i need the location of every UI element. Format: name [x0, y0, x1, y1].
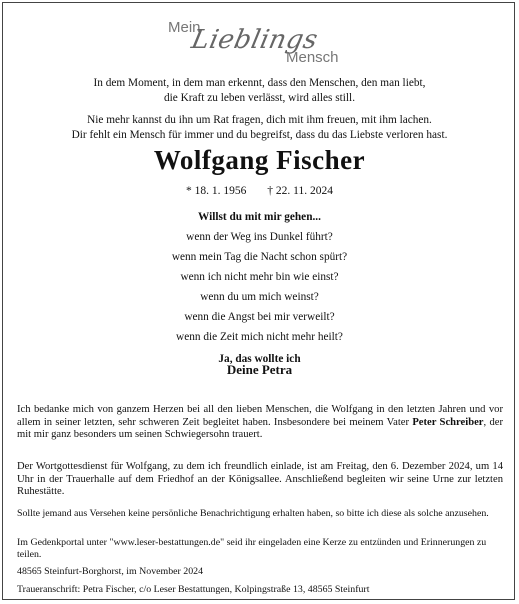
lieblingsmensch-logo [168, 15, 368, 67]
mourning-address: Traueranschrift: Petra Fischer, c/o Leser Bestattungen, Kolpingstraße 13, 48565 Steinfurt [17, 584, 370, 595]
logo-mensch: Mensch [286, 49, 339, 66]
intro-line: Dir fehlt ein Mensch für immer und du begreifst, dass du das Liebste verloren hast. [71, 129, 448, 141]
intro-line: die Kraft zu leben verlässt, wird alles still. [163, 92, 356, 104]
service-paragraph: Der Wortgottesdienst für Wolfgang, zu dem ich freundlich einlade, ist am Freitag, den 6. Dezember 2024, um 14 Uhr in der Trauerhalle auf dem Friedhof an der Königsallee. Anschließend begleiten wir seine Urne zur letzten Ruhestätte. [17, 461, 503, 498]
logo-mein: Mein [168, 19, 201, 36]
portal-paragraph: Im Gedenkportal unter "www.leser-bestattungen.de" seid ihr eingeladen eine Kerze zu entzünden und Erinnerungen zu teilen. [17, 537, 487, 561]
life-dates [3, 185, 516, 197]
poem-line: wenn die Angst bei mir verweilt? [184, 311, 335, 323]
thanks-father-name: Peter Schreiber [412, 416, 484, 428]
signature: Deine Petra [226, 362, 293, 377]
birth-date: * 18. 1. 1956 [186, 185, 247, 197]
notice-paragraph: Sollte jemand aus Versehen keine persönliche Benachrichtigung erhalten haben, so bitte ich diese als solche anzusehen. [17, 508, 489, 519]
thanks-paragraph [17, 404, 503, 442]
poem [3, 207, 516, 369]
poem-line: wenn mein Tag die Nacht schon spürt? [171, 251, 348, 263]
death-date: † 22. 11. 2024 [267, 185, 333, 197]
poem-line: wenn du um mich weinst? [200, 291, 319, 303]
intro-paragraph-2 [3, 113, 516, 143]
logo-lieblings: Lieblings [188, 25, 321, 55]
poem-closing: Ja, das wollte ich [218, 353, 301, 365]
thanks-text-end: , der mit mir ganz besonders um seinen Schwiegersohn trauert. [17, 416, 503, 441]
obituary-frame [2, 2, 515, 600]
place-date: 48565 Steinfurt-Borghorst, im November 2024 [17, 566, 204, 577]
poem-line: wenn ich nicht mehr bin wie einst? [180, 271, 339, 283]
thanks-text: Ich bedanke mich von ganzem Herzen bei all den lieben Menschen, die Wolfgang in den letzten Jahren und vor allem in seiner letzten, sehr schweren Zeit begleitet haben. Insbesondere bei meinem Vater [17, 404, 503, 428]
intro-paragraph-1 [3, 76, 516, 106]
intro-line: Nie mehr kannst du ihn um Rat fragen, dich mit ihm freuen, mit ihm lachen. [87, 114, 432, 126]
deceased-name: Wolfgang Fischer [153, 145, 366, 175]
poem-title: Willst du mit mir gehen... [198, 211, 321, 223]
intro-line: In dem Moment, in dem man erkennt, dass den Menschen, den man liebt, [93, 77, 426, 89]
poem-line: wenn die Zeit mich nicht mehr heilt? [176, 331, 343, 343]
poem-line: wenn der Weg ins Dunkel führt? [186, 231, 333, 243]
